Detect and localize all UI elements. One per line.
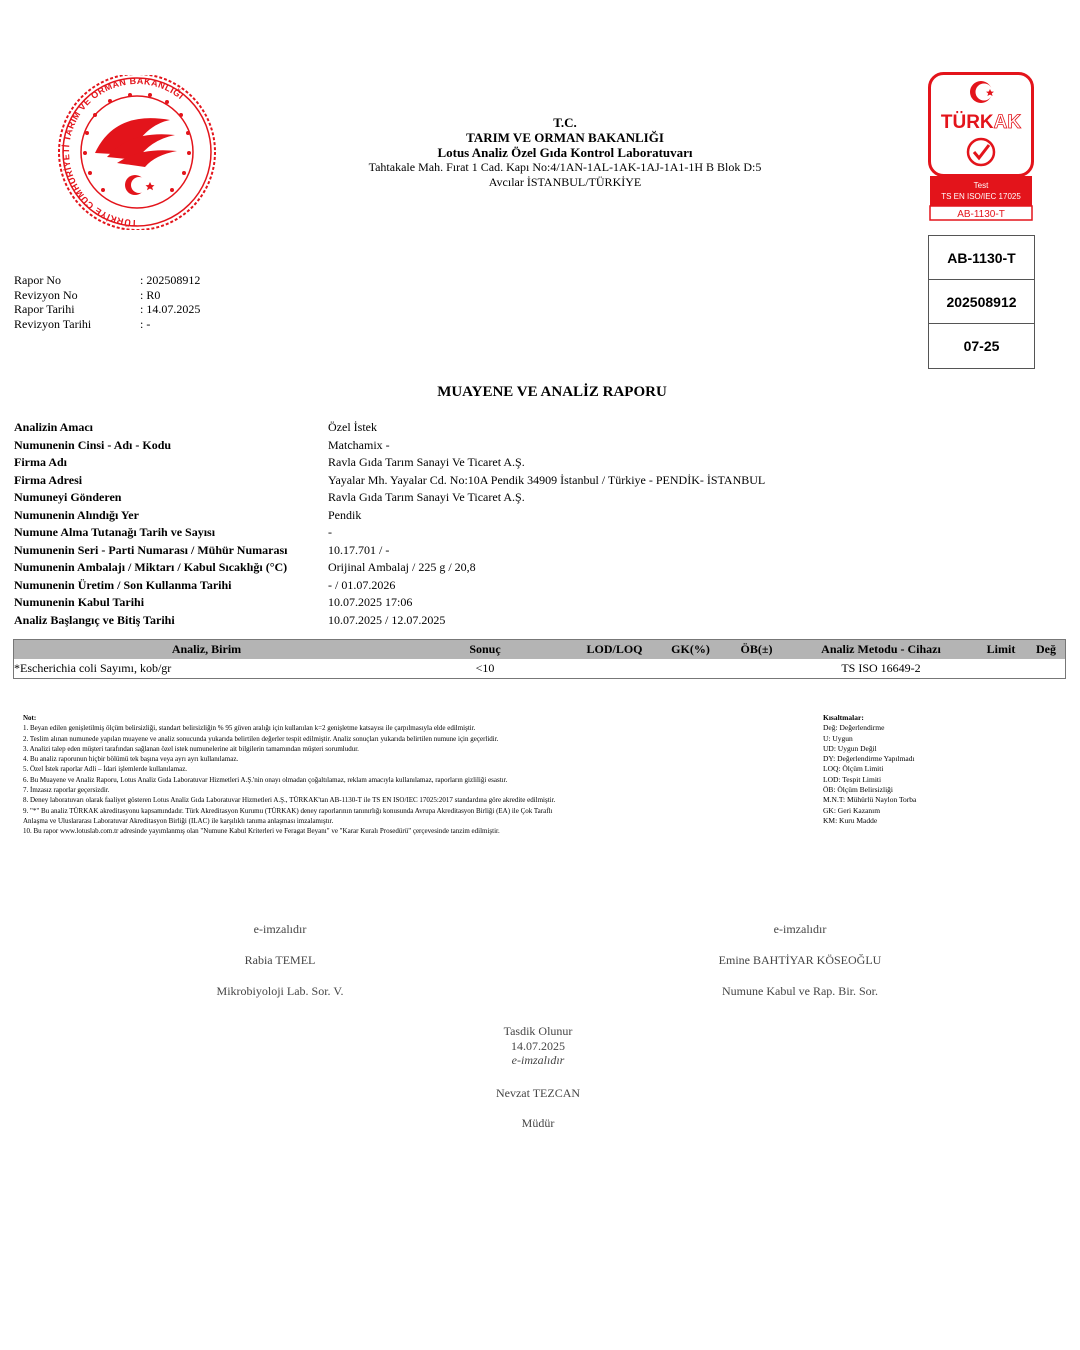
abbreviation-item: LOQ: Ölçüm Limiti <box>823 764 884 774</box>
abbreviation-item: KM: Kuru Madde <box>823 815 878 825</box>
signature-title: Numune Kabul ve Rap. Bir. Sor. <box>722 984 878 998</box>
abbreviations-title: Kısaltmalar: <box>823 713 864 722</box>
turkak-code: AB-1130-T <box>957 209 1005 220</box>
svg-text:TÜRKAK <box>941 112 1022 133</box>
info-label: Analiz Başlangıç ve Bitiş Tarihi <box>14 612 175 627</box>
info-value: - / 01.07.2026 <box>328 577 396 592</box>
abbreviation-item: ÖB: Ölçüm Belirsizliği <box>823 785 893 795</box>
table-cell: <10 <box>475 661 495 675</box>
approval-block <box>438 1024 638 1131</box>
signature-right <box>670 922 930 999</box>
abbreviation-item: U: Uygun <box>823 733 853 743</box>
note-item: 6. Bu Muayene ve Analiz Raporu, Lotus Analiz Gıda Laboratuvar Hizmetleri A.Ş.'nin onayı olmadan çoğaltılamaz, reklam amacıyla kullanılamaz, raporların gizliliği esastır. <box>23 775 508 784</box>
notes-title: Not: <box>23 714 37 722</box>
header-lab-name: Lotus Analiz Özel Gıda Kontrol Laboratuvarı <box>437 145 693 160</box>
report-code-box <box>928 235 1035 369</box>
note-item: 3. Analizi talep eden müşteri tarafından sağlanan özel istek numunelerine ait bilgilerin tamamından müşteri sorumludur. <box>23 744 359 753</box>
results-table <box>13 639 1066 679</box>
abbreviation-item: GK: Geri Kazanım <box>823 805 881 815</box>
meta-value: : 14.07.2025 <box>140 302 201 316</box>
table-cell <box>972 659 1030 678</box>
info-label: Numunenin Seri - Parti Numarası / Mühür Numarası <box>14 542 288 557</box>
approval-label: Tasdik Olunur <box>503 1024 573 1038</box>
turkak-accreditation-mark <box>928 72 1034 222</box>
info-label: Analizin Amacı <box>14 420 94 434</box>
header-cell: Değ <box>1036 642 1056 656</box>
notes <box>23 713 783 837</box>
header-address: Tahtakale Mah. Fırat 1 Cad. Kapı No:4/1AN-1AL-1AK-1AJ-1A1-1H B Blok D:5 <box>368 160 762 174</box>
info-label: Numuneyi Gönderen <box>14 490 122 504</box>
turkak-brand-a: TÜRK <box>940 112 994 133</box>
approval-status: e-imzalıdır <box>511 1053 565 1067</box>
meta-label: Rapor Tarihi <box>14 302 75 316</box>
header-cell: Limit <box>986 642 1016 656</box>
note-item: 10. Bu rapor www.lotuslab.com.tr adresinde yayımlanmış olan "Numune Kabul Kriterleri ve Feragat Beyanı" ve "Karar Kuralı Prosedürü" çerçevesinde tanzim edilmiştir. <box>23 827 500 836</box>
header-country: T.C. <box>553 115 577 130</box>
note-item: 8. Deney laboratuvarı olarak faaliyet gösteren Lotus Analiz Gıda Laboratuvar Hizmetleri A.Ş., TÜRKAK'tan AB-1130-T ile TS EN ISO/IEC 17025:2017 standardına göre akredite edilmiştir. <box>23 796 556 805</box>
abbreviation-item: UD: Uygun Değil <box>823 743 877 753</box>
laboratory-header <box>300 115 830 190</box>
report-title: MUAYENE VE ANALİZ RAPORU <box>437 384 667 400</box>
info-label: Numunenin Üretim / Son Kullanma Tarihi <box>14 577 232 592</box>
info-label: Firma Adı <box>14 455 67 469</box>
table-cell: TS ISO 16649-2 <box>841 661 921 675</box>
meta-label: Revizyon No <box>14 287 78 302</box>
meta-value: : R0 <box>140 287 161 302</box>
info-label: Numune Alma Tutanağı Tarih ve Sayısı <box>14 525 216 539</box>
seal-text: TÜRKİYE CUMHURİYETİ TARIM VE ORMAN BAKANLIĞI <box>61 75 186 229</box>
header-cell: GK(%) <box>671 642 710 656</box>
note-item: 4. Bu analiz raporunun hiçbir bölümü tek başına veya ayrı ayrı kullanılamaz. <box>23 755 239 764</box>
meta-label: Revizyon Tarihi <box>14 316 92 331</box>
table-cell <box>571 659 658 678</box>
info-label: Numunenin Kabul Tarihi <box>14 595 145 609</box>
info-value: 10.17.701 / - <box>328 542 390 557</box>
turkak-standard: TS EN ISO/IEC 17025 <box>941 192 1021 201</box>
approval-name: Nevzat TEZCAN <box>495 1085 581 1100</box>
info-label: Firma Adresi <box>14 472 83 487</box>
abbreviations <box>823 713 916 826</box>
table-cell <box>658 659 723 678</box>
approval-date: 14.07.2025 <box>511 1038 565 1053</box>
signature-left <box>160 922 400 999</box>
header-city: Avcılar İSTANBUL/TÜRKİYE <box>488 175 642 189</box>
approval-title: Müdür <box>521 1116 555 1130</box>
note-item: 5. Özel İstek raporlar Adli – İdari işlemlerde kullanılamaz. <box>23 765 188 774</box>
meta-value: : 202508912 <box>140 273 201 287</box>
info-value: Ravla Gıda Tarım Sanayi Ve Ticaret A.Ş. <box>328 455 525 469</box>
info-label: Numunenin Alındığı Yer <box>14 507 139 522</box>
meta-value: : - <box>140 316 151 331</box>
signature-status: e-imzalıdır <box>253 922 307 936</box>
period-code: 07-25 <box>963 338 1000 354</box>
info-value: Matchamix - <box>328 437 390 452</box>
note-item: 2. Teslim alınan numunede yapılan muayene ve analiz sonucunda yukarıda belirtilen değerler tespit edilmiştir. Analiz sonuçları yukarıda belirtilen numune için geçerlidir. <box>23 734 499 743</box>
info-value: 10.07.2025 17:06 <box>328 595 413 609</box>
info-value: Ravla Gıda Tarım Sanayi Ve Ticaret A.Ş. <box>328 490 525 504</box>
info-label: Numunenin Cinsi - Adı - Kodu <box>14 437 172 452</box>
header-cell: ÖB(±) <box>740 642 773 656</box>
table-cell <box>723 659 790 678</box>
table-row <box>14 659 1065 678</box>
signature-status: e-imzalıdır <box>773 922 827 936</box>
header-ministry: TARIM VE ORMAN BAKANLIĞI <box>466 130 664 145</box>
abbreviation-item: M.N.T: Mühürlü Naylon Torba <box>823 795 917 805</box>
info-value: 10.07.2025 / 12.07.2025 <box>328 612 446 627</box>
info-value: Orijinal Ambalaj / 225 g / 20,8 <box>328 560 476 574</box>
meta-label: Rapor No <box>14 273 61 287</box>
report-number-code: 202508912 <box>929 280 1034 324</box>
note-item: 1. Beyan edilen genişletilmiş ölçüm belirsizliği, standart belirsizliğin % 95 güven aralığı için kullanılan k=2 genişletme katsayısı ile çarpılmasıyla elde edilmiştir. <box>23 724 476 733</box>
abbreviation-item: Değ: Değerlendirme <box>823 723 885 733</box>
turkak-test: Test <box>973 181 989 190</box>
table-cell <box>1030 659 1064 678</box>
header-cell: Sonuç <box>469 642 501 656</box>
info-value: Yayalar Mh. Yayalar Cd. No:10A Pendik 34909 İstanbul / Türkiye - PENDİK- İSTANBUL <box>328 472 766 487</box>
info-value: Pendik <box>328 507 362 522</box>
sample-info <box>14 419 765 629</box>
results-header-row <box>14 640 1065 659</box>
signature-name: Rabia TEMEL <box>244 953 316 967</box>
header-cell: LOD/LOQ <box>586 642 643 656</box>
note-item: 7. İmzasız raporlar geçersizdir. <box>23 786 110 795</box>
header-cell: Analiz Metodu - Cihazı <box>821 642 941 656</box>
info-value: - <box>328 525 332 539</box>
ministry-seal <box>55 75 220 230</box>
turkak-brand-b: AK <box>993 112 1022 133</box>
accreditation-code: AB-1130-T <box>929 236 1034 280</box>
abbreviation-item: DY: Değerlendirme Yapılmadı <box>823 754 915 764</box>
signature-name: Emine BAHTİYAR KÖSEOĞLU <box>718 953 882 967</box>
report-meta <box>14 273 200 331</box>
note-item: 9. "*" Bu analiz TÜRKAK akreditasyonu kapsamındadır. Türk Akreditasyon Kurumu (TÜRKAK) deney raporlarının tanınırlığı konusunda Avrupa Akreditasyon Birliği (EA) ile Çok Taraflı <box>23 806 553 815</box>
table-cell: *Escherichia coli Sayımı, kob/gr <box>14 661 172 675</box>
signature-title: Mikrobiyoloji Lab. Sor. V. <box>216 984 344 998</box>
info-label: Numunenin Ambalajı / Miktarı / Kabul Sıcaklığı (°C) <box>14 560 288 574</box>
note-item: Anlaşma ve Uluslararası Laboratuvar Akreditasyon Birliği (ILAC) ile karşılıklı tanıma anlaşması imzalamıştır. <box>23 816 334 825</box>
abbreviation-item: LOD: Tespit Limiti <box>823 774 882 784</box>
info-value: Özel İstek <box>328 420 377 434</box>
header-cell: Analiz, Birim <box>171 642 242 656</box>
